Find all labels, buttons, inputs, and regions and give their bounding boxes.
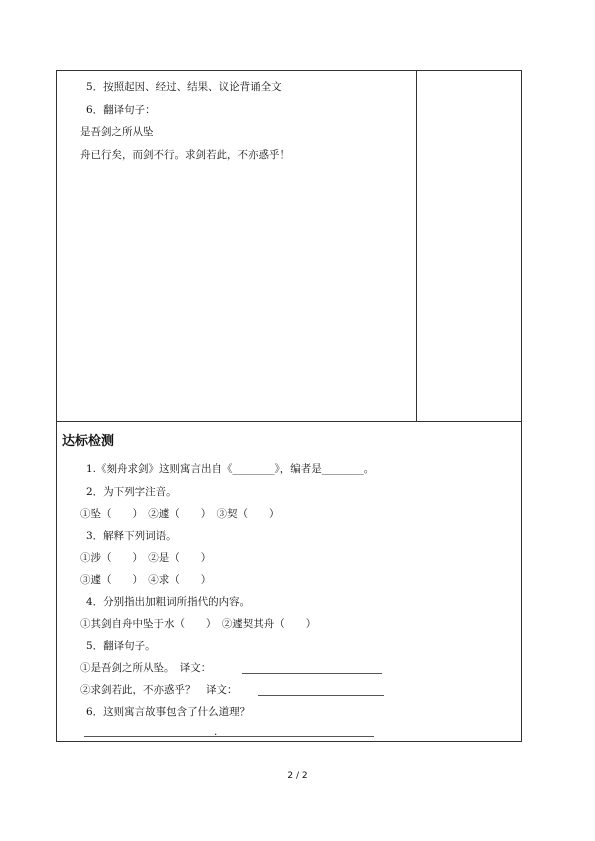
top-line-2: 6．翻译句子： (86, 104, 156, 116)
question-1: 1.《刻舟求剑》这则寓言出自《________》，编者是________。 (86, 463, 375, 475)
question-3-items-a: ①涉（ ） ②是（ ） (80, 552, 212, 564)
question-5-item-2: ②求剑若此，不亦惑乎？ 译文： (80, 684, 238, 696)
section-title: 达标检测 (62, 434, 115, 449)
question-2-items: ①坠（ ） ②遽（ ） ③契（ ） (80, 508, 280, 520)
answer-line-3 (84, 736, 374, 737)
question-3: 3．解释下列词语。 (86, 530, 177, 542)
question-3-items-b: ③遽（ ） ④求（ ） (80, 574, 212, 586)
page-number: 2 / 2 (287, 771, 308, 781)
answer-line-1 (242, 673, 382, 674)
top-line-3: 是吾剑之所从坠 (80, 126, 154, 138)
question-4-items: ①其剑自舟中坠于水（ ） ②遽契其舟（ ） (80, 618, 317, 630)
question-2: 2．为下列字注音。 (86, 486, 177, 498)
top-left-cell (56, 70, 417, 422)
top-line-4: 舟已行矣，而剑不行。求剑若此，不亦惑乎！ (80, 149, 290, 161)
question-5-item-1: ①是吾剑之所从坠。 译文： (80, 662, 212, 674)
answer-line-2 (258, 695, 384, 696)
question-6: 6．这则寓言故事包含了什么道理？ (86, 706, 251, 718)
top-line-1: 5．按照起因、经过、结果、议论背诵全文 (86, 81, 282, 93)
top-right-cell (416, 70, 522, 422)
answer-dot-mark: . (214, 726, 218, 738)
question-4: 4．分别指出加粗词所指代的内容。 (86, 596, 251, 608)
question-5: 5．翻译句子。 (86, 640, 156, 652)
